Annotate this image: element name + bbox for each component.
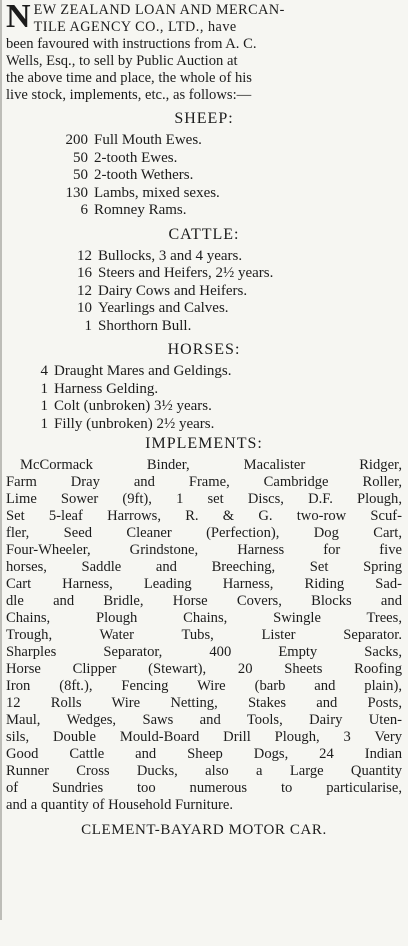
implements-line: Farm Dray and Frame, Cambridge Roller, (6, 474, 402, 490)
implements-line: Iron (8ft.), Fencing Wire (barb and plain), (6, 678, 402, 694)
implements-line: Sharples Separator, 400 Empty Sacks, (6, 644, 402, 660)
sheep-list (6, 132, 402, 220)
implements-line: horses, Saddle and Breeching, Set Spring (6, 559, 402, 575)
item-quantity: 1 (40, 398, 48, 414)
implements-line: Cart Harness, Leading Harness, Riding Sad- (6, 576, 402, 592)
item-quantity: 1 (84, 317, 92, 334)
item-quantity: 1 (40, 380, 48, 397)
list-item (6, 167, 402, 185)
list-item (6, 300, 402, 318)
horses-heading: HORSES: (167, 341, 241, 358)
intro-line: EW ZEALAND LOAN AND MERCAN- (33, 2, 285, 18)
implements-line: dle and Bridle, Horse Covers, Blocks and (6, 593, 402, 609)
implements-line: Maul, Wedges, Saws and Tools, Dairy Uten- (6, 712, 402, 728)
item-description: Filly (unbroken) 2½ years. (54, 415, 215, 432)
list-item (6, 150, 402, 168)
item-quantity: 1 (40, 415, 48, 432)
list-item (6, 283, 402, 301)
implements-line: 12 Rolls Wire Netting, Stakes and Posts, (6, 695, 402, 711)
list-item (6, 202, 402, 220)
implements-heading: IMPLEMENTS: (145, 435, 263, 452)
implements-line: Horse Clipper (Stewart), 20 Sheets Roofing (6, 661, 402, 677)
item-quantity: 50 (73, 149, 88, 166)
implements-line: Four-Wheeler, Grindstone, Harness for five (6, 542, 402, 558)
list-item (6, 363, 402, 381)
implements-line: Runner Cross Ducks, also a Large Quantity (6, 763, 402, 779)
item-description: Shorthorn Bull. (98, 317, 192, 334)
implements-line: Chains, Plough Chains, Swingle Trees, (6, 610, 402, 626)
list-item (6, 248, 402, 266)
intro-line: TILE AGENCY CO., LTD., have (33, 19, 237, 35)
list-item (6, 265, 402, 283)
auction-advertisement (6, 2, 402, 838)
item-description: 2-tooth Wethers. (94, 167, 194, 183)
intro-line: live stock, implements, etc., as follows:— (6, 87, 252, 103)
implements-line: of Sundries too numerous to particularise, (6, 780, 402, 796)
list-item (6, 381, 402, 399)
item-quantity: 10 (77, 300, 92, 316)
implements-line: McCormack Binder, Macalister Ridger, (20, 457, 402, 473)
item-description: Draught Mares and Geldings. (54, 363, 232, 379)
horses-list (6, 363, 402, 433)
implements-paragraph (6, 457, 402, 814)
intro-paragraph (6, 2, 402, 104)
implements-line: sils, Double Mould-Board Drill Plough, 3 Very (6, 729, 402, 745)
implements-line: Lime Sower (9ft), 1 set Discs, D.F. Plough, (6, 491, 402, 507)
item-description: Bullocks, 3 and 4 years. (98, 247, 243, 264)
item-description: Harness Gelding. (54, 380, 159, 397)
sheep-heading: SHEEP: (174, 110, 234, 127)
item-description: Romney Rams. (94, 202, 187, 218)
item-quantity: 50 (73, 167, 88, 183)
intro-line: been favoured with instructions from A. C. (6, 36, 257, 52)
item-description: 2-tooth Ewes. (94, 149, 178, 166)
intro-line: Wells, Esq., to sell by Public Auction at (6, 53, 238, 69)
list-item (6, 416, 402, 434)
column-rule (0, 0, 2, 920)
implements-line: Trough, Water Tubs, Lister Separator. (6, 627, 402, 643)
cattle-heading: CATTLE: (168, 225, 240, 243)
item-quantity: 12 (77, 247, 92, 264)
item-description: Steers and Heifers, 2½ years. (98, 265, 274, 281)
intro-line: the above time and place, the whole of his (6, 70, 252, 86)
item-description: Full Mouth Ewes. (94, 132, 202, 148)
drop-cap: N (6, 0, 31, 35)
list-item (6, 185, 402, 203)
implements-line: Set 5-leaf Harrows, R. & G. two-row Scuf- (6, 508, 402, 524)
implements-line: Good Cattle and Sheep Dogs, 24 Indian (6, 746, 402, 762)
implements-line: fler, Seed Cleaner (Perfection), Dog Cart, (6, 525, 402, 541)
list-item (6, 398, 402, 416)
item-description: Dairy Cows and Heifers. (98, 282, 248, 299)
item-description: Lambs, mixed sexes. (94, 184, 220, 201)
item-quantity: 6 (80, 202, 88, 218)
item-description: Colt (unbroken) 3½ years. (54, 398, 212, 414)
item-quantity: 12 (77, 282, 92, 299)
item-quantity: 130 (65, 184, 88, 201)
item-quantity: 4 (40, 363, 48, 379)
item-quantity: 200 (65, 132, 88, 148)
implements-line: and a quantity of Household Furniture. (6, 797, 233, 813)
list-item (6, 318, 402, 336)
item-quantity: 16 (77, 265, 92, 281)
item-description: Yearlings and Calves. (98, 300, 229, 316)
cattle-list (6, 248, 402, 336)
list-item (6, 132, 402, 150)
next-heading: CLEMENT-BAYARD MOTOR CAR. (81, 822, 327, 838)
